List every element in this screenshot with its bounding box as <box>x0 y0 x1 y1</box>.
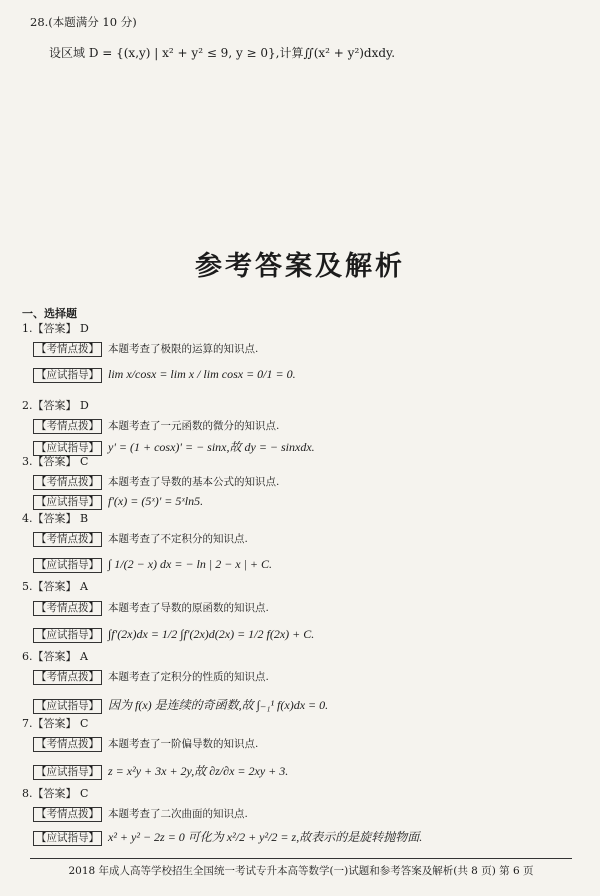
answer-4-head: 4.【答案】 B <box>22 512 89 525</box>
answer-8-analysis <box>33 806 248 822</box>
answer-4-analysis <box>33 531 248 547</box>
answer-4-guide <box>33 557 272 573</box>
answer-2-head: 2.【答案】 D <box>22 399 89 412</box>
analysis-text: 本题考查了二次曲面的知识点. <box>108 808 248 820</box>
answer-1-head: 1.【答案】 D <box>22 322 89 335</box>
analysis-text: 本题考查了极限的运算的知识点. <box>108 343 259 355</box>
guide-text: ∫ 1/(2 − x) dx = − ln | 2 − x | + C. <box>108 557 273 571</box>
analysis-label: 【考情点拨】 <box>33 601 102 616</box>
answer-7-head: 7.【答案】 C <box>22 717 89 730</box>
guide-label: 【应试指导】 <box>33 831 102 846</box>
guide-label: 【应试指导】 <box>33 699 102 714</box>
analysis-text: 本题考查了导数的原函数的知识点. <box>108 602 269 614</box>
guide-text: 因为 f(x) 是连续的奇函数,故 ∫₋₁¹ f(x)dx = 0. <box>108 698 329 712</box>
answer-8-guide <box>33 828 422 846</box>
answer-1-guide <box>33 367 296 383</box>
answer-7-analysis <box>33 736 258 752</box>
guide-text: f'(x) = (5ˣ)' = 5ˣln5. <box>108 494 204 508</box>
answer-1-analysis <box>33 341 258 357</box>
analysis-label: 【考情点拨】 <box>33 419 102 434</box>
answer-6-head: 6.【答案】 A <box>22 650 88 663</box>
guide-text: lim x/cosx = lim x / lim cosx = 0/1 = 0. <box>108 367 296 381</box>
answer-3-head: 3.【答案】 C <box>22 455 89 468</box>
answer-7-guide <box>33 762 288 780</box>
guide-label: 【应试指导】 <box>33 765 102 780</box>
guide-text: y' = (1 + cosx)' = − sinx,故 dy = − sinxdx. <box>108 440 315 454</box>
question-28-text: 设区域 D = {(x,y) | x² + y² ≤ 9, y ≥ 0},计算∬(x² + y²)dxdy. <box>49 46 396 60</box>
answer-3-analysis <box>33 474 279 490</box>
analysis-label: 【考情点拨】 <box>33 670 102 685</box>
answer-5-analysis <box>33 600 269 616</box>
analysis-label: 【考情点拨】 <box>33 475 102 490</box>
guide-label: 【应试指导】 <box>33 628 102 643</box>
guide-label: 【应试指导】 <box>33 495 102 510</box>
analysis-text: 本题考查了定积分的性质的知识点. <box>108 671 269 683</box>
answer-8-head: 8.【答案】 C <box>22 787 89 800</box>
answer-3-guide <box>33 494 203 510</box>
guide-text: x² + y² − 2z = 0 可化为 x²/2 + y²/2 = z,故表示的是旋转抛物面. <box>108 830 423 844</box>
guide-label: 【应试指导】 <box>33 441 102 456</box>
guide-text: ∫f'(2x)dx = 1/2 ∫f'(2x)d(2x) = 1/2 f(2x) + C. <box>108 627 315 641</box>
analysis-label: 【考情点拨】 <box>33 532 102 547</box>
answer-5-guide <box>33 627 314 643</box>
analysis-text: 本题考查了一元函数的微分的知识点. <box>108 420 280 432</box>
answer-6-guide <box>33 696 328 714</box>
footer-divider <box>30 858 572 859</box>
answer-6-analysis <box>33 669 269 685</box>
analysis-label: 【考情点拨】 <box>33 342 102 357</box>
page-title: 参考答案及解析 <box>195 251 405 282</box>
guide-label: 【应试指导】 <box>33 558 102 573</box>
answer-2-analysis <box>33 418 279 434</box>
analysis-text: 本题考查了不定积分的知识点. <box>108 533 248 545</box>
guide-text: z = x²y + 3x + 2y,故 ∂z/∂x = 2xy + 3. <box>108 764 289 778</box>
question-28-number: 28.(本题满分 10 分) <box>30 15 137 29</box>
guide-label: 【应试指导】 <box>33 368 102 383</box>
analysis-text: 本题考查了一阶偏导数的知识点. <box>108 738 259 750</box>
answer-5-head: 5.【答案】 A <box>22 580 88 593</box>
analysis-label: 【考情点拨】 <box>33 737 102 752</box>
analysis-text: 本题考查了导数的基本公式的知识点. <box>108 476 280 488</box>
analysis-label: 【考情点拨】 <box>33 807 102 822</box>
section-heading: 一、选择题 <box>22 307 77 320</box>
page-footer: 2018 年成人高等学校招生全国统一考试专升本高等数学(一)试题和参考答案及解析(共 8 页) 第 6 页 <box>68 865 534 877</box>
